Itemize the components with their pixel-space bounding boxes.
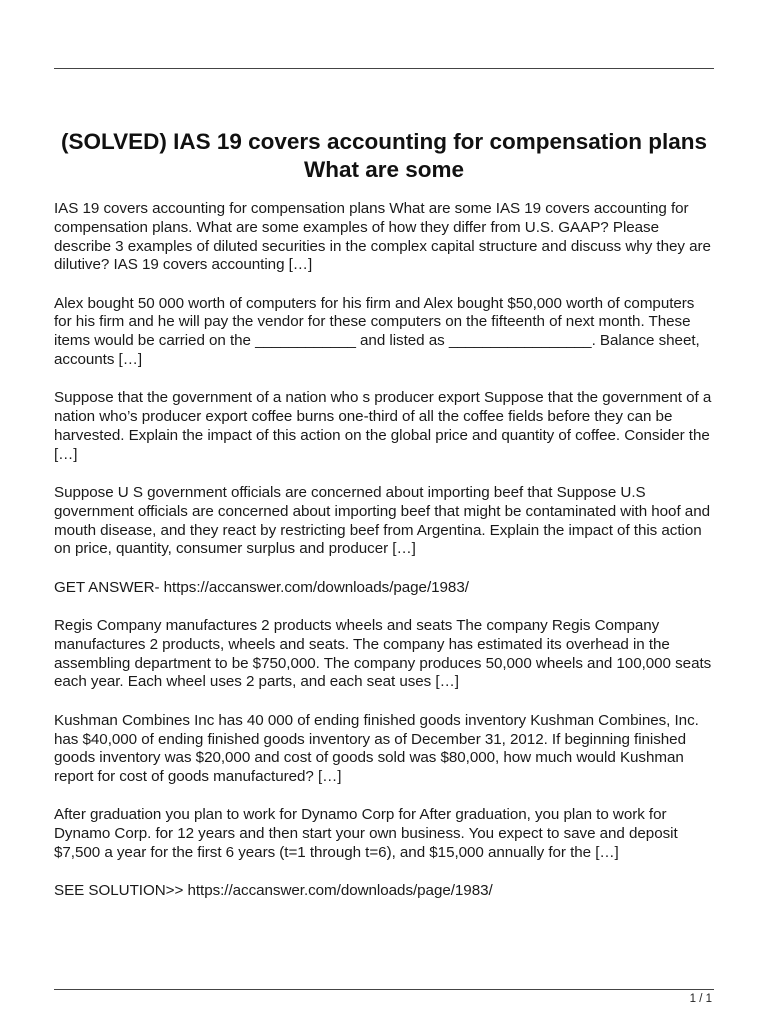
paragraph-beef-import: Suppose U S government officials are concerned about importing beef that Suppose U.S government officials are concerned about importing beef that might be contaminated with hoof and mouth disease, and they react by restricting beef from Argentina. Explain the impact of this action on price, quantity, consumer surplus and producer […] (54, 484, 710, 558)
page-number: 1 / 1 (689, 993, 712, 1005)
header-divider (54, 68, 714, 69)
paragraph-dynamo-corp: After graduation you plan to work for Dynamo Corp for After graduation, you plan to work for Dynamo Corp. for 12 years and then start your own business. You expect to save and deposit $7,500 a year for the first 6 years (t=1 through t=6), and $15,000 annually for the […] (54, 806, 678, 862)
paragraph-coffee-government: Suppose that the government of a nation who s producer export Suppose that the government of a nation who’s producer export coffee burns one-third of all the coffee fields before they can be harvested. Explain the impact of this action on the global price and quantity of coffee. Consider the […] (54, 389, 712, 463)
paragraph-ias19: IAS 19 covers accounting for compensation plans What are some IAS 19 covers accounting for compensation plans. What are some examples of how they differ from U.S. GAAP? Please describe 3 examples of diluted securities in the complex capital structure and discuss why they are dilutive? IAS 19 covers accounting […] (54, 200, 711, 274)
paragraph-kushman-combines: Kushman Combines Inc has 40 000 of ending finished goods inventory Kushman Combines, Inc. has $40,000 of ending finished goods inventory as of December 31, 2012. If beginning finished goods inventory was $20,000 and cost of goods sold was $80,000, how much would Kushman report for cost of goods manufactured? […] (54, 711, 699, 786)
document-body (54, 200, 714, 921)
paragraph-get-answer-link: GET ANSWER- https://accanswer.com/downloads/page/1983/ (54, 578, 469, 596)
paragraph-see-solution-link: SEE SOLUTION>> https://accanswer.com/downloads/page/1983/ (54, 882, 493, 900)
paragraph-alex-computers: Alex bought 50 000 worth of computers for his firm and Alex bought $50,000 worth of computers for his firm and he will pay the vendor for these computers on the fifteenth of next month. These items would be carried on the ____________ and listed as _________________. Balance sheet, accounts […] (54, 294, 700, 369)
document-title: (SOLVED) IAS 19 covers accounting for compensation plans What are some (61, 129, 707, 182)
paragraph-regis-company: Regis Company manufactures 2 products wheels and seats The company Regis Company manufactures 2 products, wheels and seats. The company has estimated its overhead in the assembling department to be $750,000. The company produces 50,000 wheels and 100,000 seats each year. Each wheel uses 2 parts, and each seat uses […] (54, 617, 712, 691)
footer-divider (54, 989, 714, 990)
